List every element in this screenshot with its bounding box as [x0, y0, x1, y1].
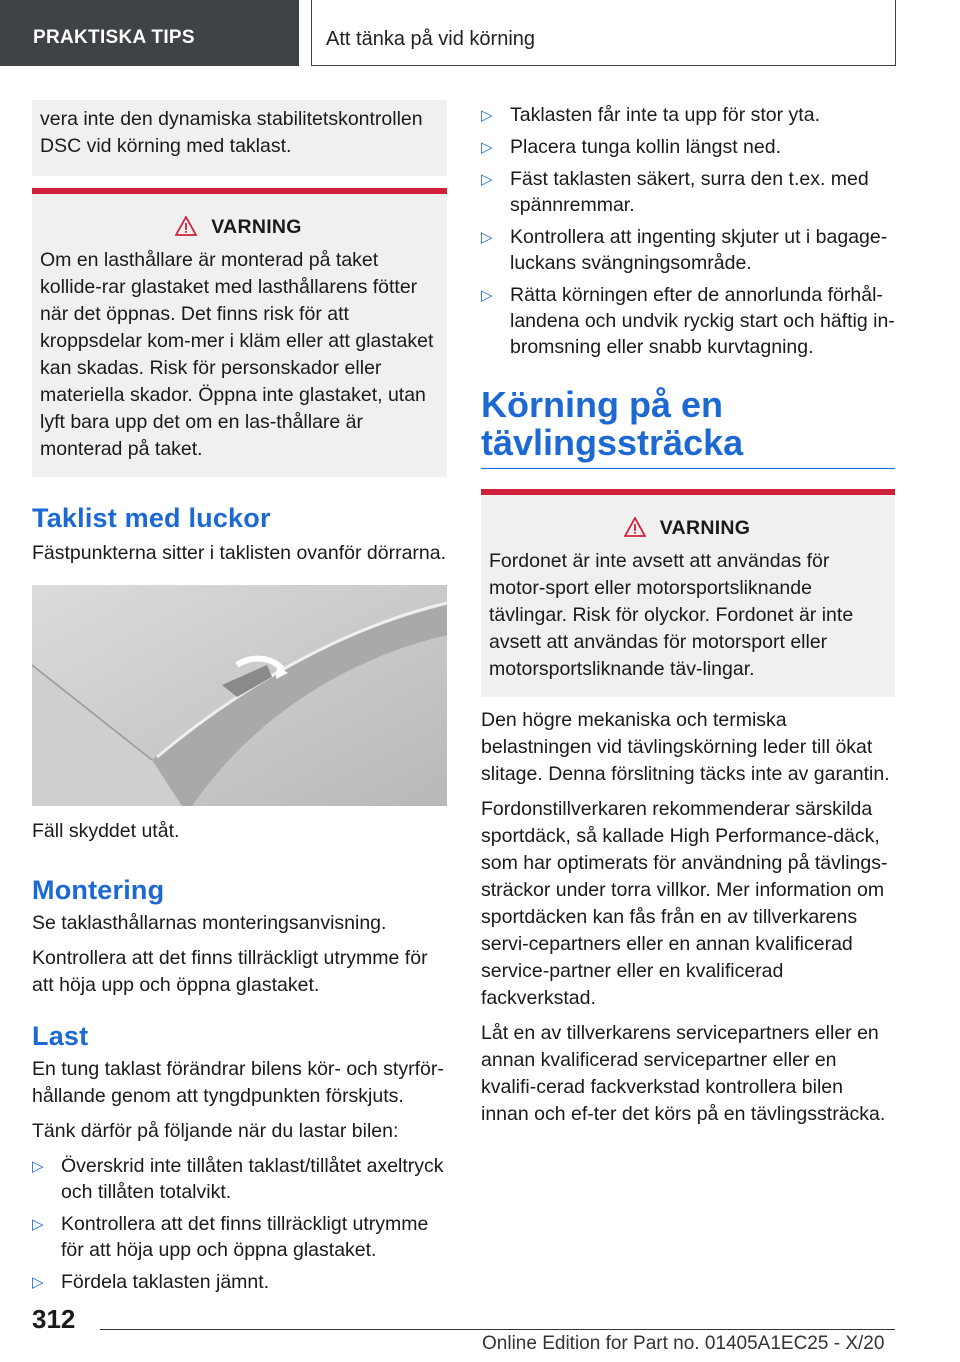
right-column	[481, 102, 895, 1136]
topic-label: Att tänka på vid körning	[311, 0, 896, 66]
list-item: ▷ Fäst taklasten säkert, surra den t.ex. med spännremmar.	[481, 168, 869, 216]
triangle-bullet-icon: ▷	[481, 229, 493, 246]
list-item: ▷ Placera tunga kollin längst ned.	[481, 134, 895, 160]
last-p1: En tung taklast förändrar bilens kör- och styrför-hållande genom att tyngdpunkten förskjuts.	[32, 1058, 444, 1107]
triangle-bullet-icon: ▷	[32, 1158, 44, 1175]
left-column	[32, 100, 447, 1301]
section-label: PRAKTISKA TIPS	[0, 0, 299, 66]
warning-box	[481, 489, 895, 697]
last-list	[32, 1153, 447, 1295]
montering-p2: Kontrollera att det finns tillräckligt utrymme för att höja upp och öppna glastaket.	[32, 947, 428, 996]
edition-footer: Online Edition for Part no. 01405A1EC25 - X/20	[482, 1333, 885, 1354]
load-list	[481, 102, 895, 360]
paragraph-tyres: Fordonstillverkaren rekommenderar särskilda sportdäck, så kallade High Performance-däck, som har optimerats för användning på tävlings-sträckor under torra villkor. Mer information om sportdäcken kan fås från en av tillverkarens servi-cepartners eller en annan kvalificerad service-partner eller en kvalificerad fackverkstad.	[481, 798, 888, 1009]
taklist-heading: Taklist med luckor	[32, 503, 271, 533]
roof-rail-image	[32, 585, 447, 806]
warning-box	[32, 188, 447, 477]
warning-text: Fordonet är inte avsett att användas för motor-sport eller motorsportsliknande tävlingar. Risk för olyckor. Fordonet är inte avsett att användas för motorsport eller motorsportsliknande täv-lingar.	[489, 550, 854, 680]
warning-icon	[175, 216, 197, 236]
triangle-bullet-icon: ▷	[32, 1216, 44, 1233]
footer-divider	[100, 1329, 895, 1330]
list-item: ▷ Överskrid inte tillåten taklast/tillåtet axeltryck och tillåten totalvikt.	[32, 1155, 444, 1203]
triangle-bullet-icon: ▷	[481, 171, 493, 188]
triangle-bullet-icon: ▷	[32, 1274, 44, 1291]
warning-text: Om en lasthållare är monterad på taket kollide-rar glastaket med lasthållarens fötter när det öppnas. Det finns risk för att kroppsdelar kom-mer i kläm eller att glastaket kan skadas. Risk för personskador eller materiella skador. Öppna inte glastaket, utan lyft bara upp det om en las-thållare är monterad på taket.	[40, 249, 434, 460]
triangle-bullet-icon: ▷	[481, 107, 493, 124]
taklist-text: Fästpunkterna sitter i taklisten ovanför dörrarna.	[32, 542, 447, 564]
last-heading: Last	[32, 1021, 89, 1051]
page-header	[0, 0, 960, 66]
section-title: Körning på en tävlingssträcka	[481, 384, 744, 463]
list-item: ▷ Rätta körningen efter de annorlunda förhål-landena och undvik ryckig start och häftig in-bromsning eller snabb kurvtagning.	[481, 284, 895, 358]
page-number: 312	[32, 1304, 76, 1334]
last-p2: Tänk därför på följande när du lastar bilen:	[32, 1120, 399, 1142]
paragraph-service: Låt en av tillverkarens servicepartners eller en annan kvalificerad servicepartner eller en kvalifi-cerad fackverkstad kontrollera bilen innan och ef-ter det körs på en tävlingssträcka.	[481, 1022, 886, 1125]
paragraph-wear: Den högre mekaniska och termiska belastningen vid tävlingskörning leder till ökat slitage. Denna förslitning täcks inte av garantin.	[481, 709, 890, 785]
triangle-bullet-icon: ▷	[481, 287, 493, 304]
montering-heading: Montering	[32, 875, 165, 905]
list-item: ▷ Kontrollera att det finns tillräckligt utrymme för att höja upp och öppna glastaket.	[32, 1213, 429, 1261]
warning-icon	[624, 517, 646, 537]
intro-note: vera inte den dynamiska stabilitetskontrollen DSC vid körning med taklast.	[32, 100, 447, 176]
image-caption: Fäll skyddet utåt.	[32, 820, 180, 842]
montering-p1: Se taklasthållarnas monteringsanvisning.	[32, 912, 387, 934]
triangle-bullet-icon: ▷	[481, 139, 493, 156]
list-item: ▷ Taklasten får inte ta upp för stor yta.	[481, 102, 895, 128]
list-item: ▷ Fördela taklasten jämnt.	[32, 1269, 447, 1295]
section-rule	[481, 468, 895, 469]
list-item: ▷ Kontrollera att ingenting skjuter ut i bagage-luckans svängningsområde.	[481, 226, 888, 274]
warning-title: VARNING	[40, 214, 437, 241]
warning-title: VARNING	[489, 515, 885, 542]
